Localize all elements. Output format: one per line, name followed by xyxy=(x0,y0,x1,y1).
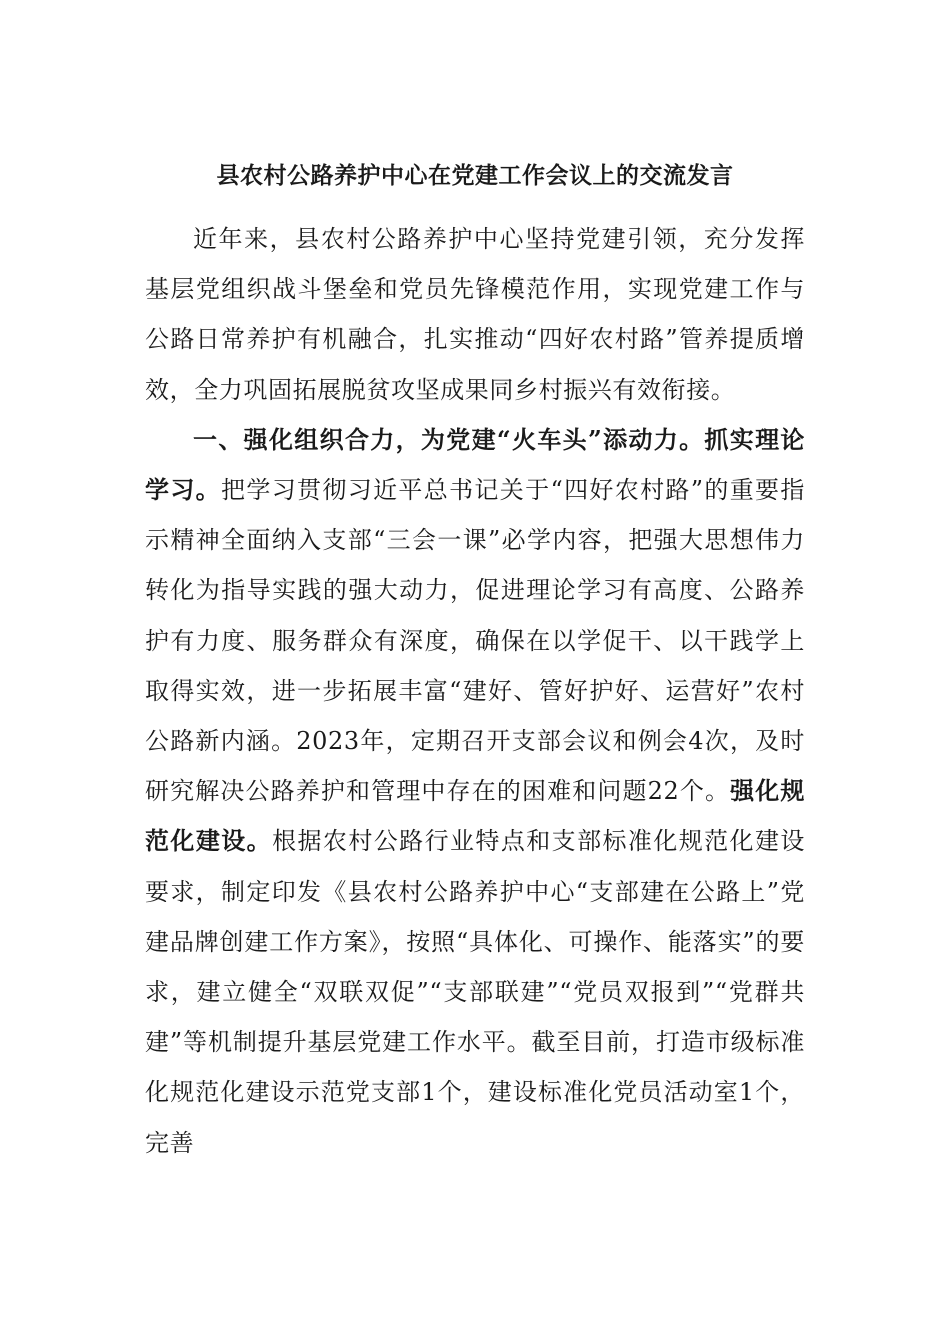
subsection-theory-study-text: 把学习贯彻习近平总书记关于“四好农村路”的重要指示精神全面纳入支部“三会一课”必学内容，把强大思想伟力转化为指导实践的强大动力，促进理论学习有高度、公路养护有力度、服务群众有深度，确保在以学促干、以干践学上取得实效，进一步拓展丰富“建好、管好护好、运营好”农村公路新内涵。2023年，定期召开支部会议和例会4次，及时研究解决公路养护和管理中存在的困难和问题22个。 xyxy=(145,476,805,806)
intro-paragraph: 近年来，县农村公路养护中心坚持党建引领，充分发挥基层党组织战斗堡垒和党员先锋模范作用，实现党建工作与公路日常养护有机融合，扎实推动“四好农村路”管养提质增效，全力巩固拓展脱贫攻坚成果同乡村振兴有效衔接。 xyxy=(145,225,805,404)
subsection-standardization-text: 根据农村公路行业特点和支部标准化规范化建设要求，制定印发《县农村公路养护中心“支部建在公路上”党建品牌创建工作方案》，按照“具体化、可操作、能落实”的要求，建立健全“双联双促”“支部联建”“党员双报到”“党群共建”等机制提升基层党建工作水平。截至目前，打造市级标准化规范化建设示范党支部1个，建设标准化党员活动室1个，完善 xyxy=(145,827,805,1157)
subsection-theory-study-title: 抓实理论学习。 xyxy=(145,424,805,505)
section-1-paragraph xyxy=(145,415,805,1168)
section-1-heading: 一、强化组织合力，为党建“火车头”添动力。 xyxy=(193,424,705,454)
document-title: 县农村公路养护中心在党建工作会议上的交流发言 xyxy=(216,162,734,189)
subsection-standardization-title: 强化规范化建设。 xyxy=(145,776,806,856)
document-body xyxy=(145,214,805,1168)
